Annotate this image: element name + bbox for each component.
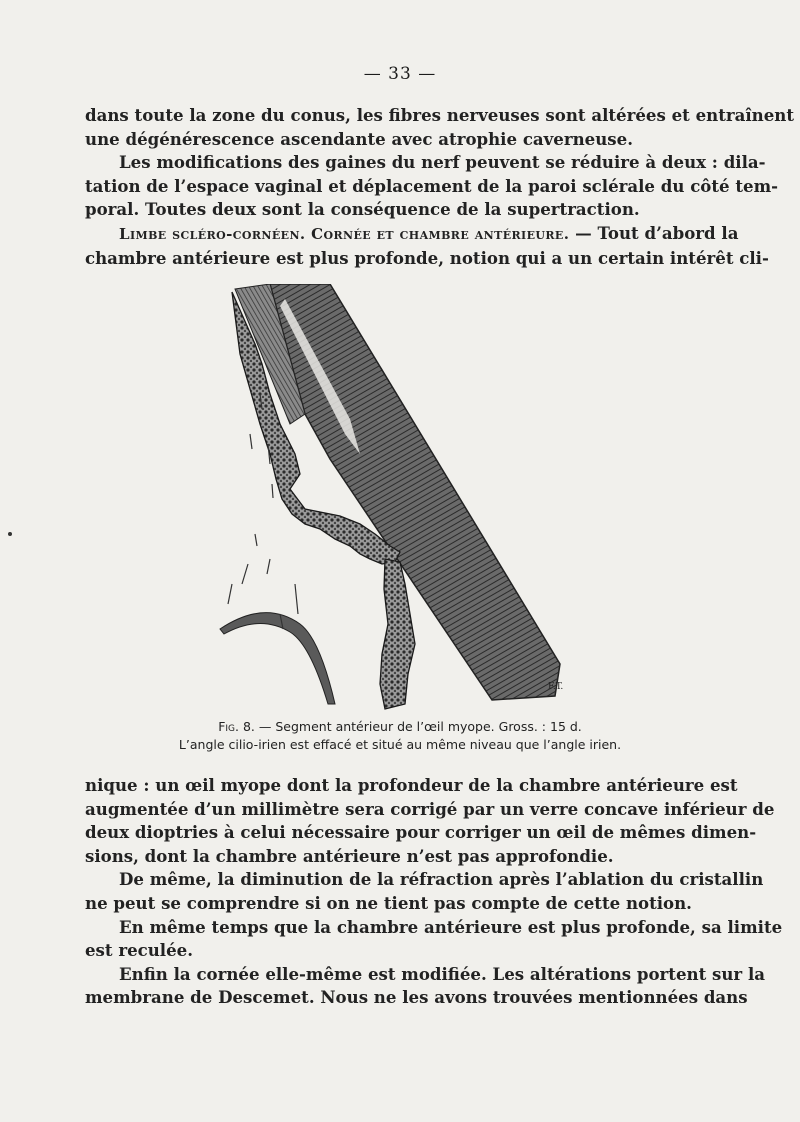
text-line: dans toute la zone du conus, les fibres nerveuses sont altérées et entraînent [85,105,795,125]
caption-line [0,718,800,736]
text-line: Les modifications des gaines du nerf peuvent se réduire à deux : dila- [119,152,766,173]
section-heading: Limbe scléro-cornéen. Cornée et chambre antérieure. [119,224,570,243]
eye-segment-engraving [210,284,570,714]
text-line: Enfin la cornée elle-même est modifiée. Les altérations portent sur la [119,963,766,984]
text-line: membrane de Descemet. Nous ne les avons trouvées mentionnées dans [85,987,748,1008]
text-line: est reculée. [85,940,194,961]
text-line: ne peut se comprendre si on ne tient pas compte de cette notion. [85,892,692,913]
top-text-block [85,104,795,270]
text-line: deux dioptries à celui nécessaire pour corriger un œil de mêmes dimen- [85,822,757,843]
section-heading-line [85,222,739,247]
page-number: — 33 — [363,64,437,84]
caption-text: — Segment antérieur de l’œil myope. Gross. : 15 d. [254,719,582,734]
text-line: sions, dont la chambre antérieure n’est pas approfondie. [85,845,614,866]
text-line: En même temps que la chambre antérieure est plus profonde, sa limite [119,916,783,937]
text-fragment: — Tout d’abord la [569,222,739,243]
text-line: chambre antérieure est plus profonde, notion qui a un certain intérêt cli- [85,247,769,268]
iris-crescent [220,613,335,704]
text-line: De même, la diminution de la réfraction après l’ablation du cristallin [119,869,764,890]
sclera-band [270,284,560,700]
figure-label: Fig. 8. [218,719,255,734]
caption-line: L’angle cilio-irien est effacé et situé au même niveau que l’angle irien. [178,737,622,752]
text-line: tation de l’espace vaginal et déplacement de la paroi sclérale du côté tem- [85,175,779,196]
text-line: augmentée d’un millimètre sera corrigé par un verre concave inférieur de [85,798,775,819]
anatomical-figure [210,284,570,714]
ciliary-body [380,559,415,709]
text-line: une dégénérescence ascendante avec atrophie caverneuse. [85,128,633,149]
bottom-text-block [85,774,783,1010]
figure-caption [0,718,800,754]
engraver-signature: F.T. [548,682,564,692]
text-line: poral. Toutes deux sont la conséquence de la supertraction. [85,199,640,220]
margin-mark [8,532,12,536]
text-line: nique : un œil myope dont la profondeur de la chambre antérieure est [85,775,738,795]
